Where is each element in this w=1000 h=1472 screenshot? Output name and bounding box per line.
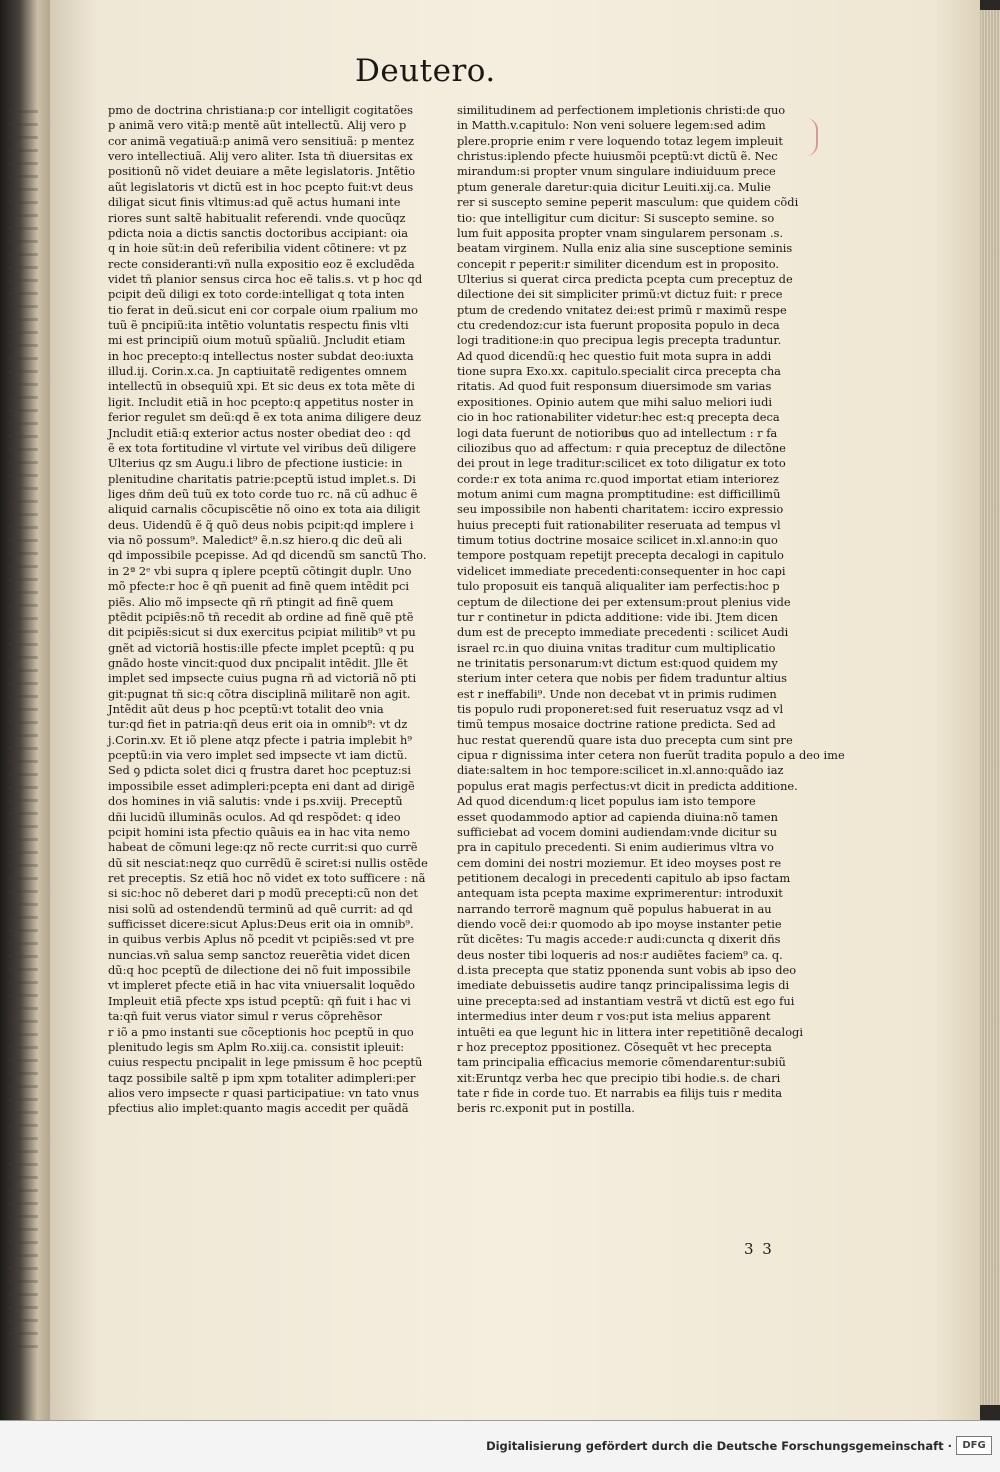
text-line: dũ:q hoc pceptũ de dilectione dei nõ fuit impossibile	[108, 963, 411, 978]
text-line: nisi solũ ad ostendendũ terminũ ad quẽ currit: ad qd	[108, 901, 413, 916]
text-line: ligit. Includit etiã in hoc pcepto:q appetitus noster in	[108, 394, 414, 409]
text-line: dei prout in lege traditur:scilicet ex toto diligatur ex toto	[457, 456, 786, 471]
text-line: israel rc.in quo diuina vnitas traditur cum multiplicatio	[457, 640, 776, 655]
text-line: plenitudine charitatis patrie:pceptũ istud implet.s. Di	[108, 471, 416, 486]
text-line: q in hoie sũt:in deũ referibilia vident cõtinere: vt pz	[108, 241, 407, 256]
text-line: antequam ista pcepta maxime exprimerentur: introduxit	[457, 886, 783, 901]
text-line: videt tñ planior sensus circa hoc eẽ talis.s. vt p hoc qd	[108, 271, 423, 286]
text-line: vt impleret pfecte etiã in hac vita vniuersalit loquẽdo	[108, 978, 415, 993]
text-line: videlicet immediate precedenti:consequenter in hoc capi	[457, 563, 786, 578]
rubric-mark	[806, 118, 818, 156]
text-line: tio ferat in deũ.sicut eni cor corpale oium rpalium mo	[108, 302, 418, 317]
text-line: in 2ª 2ᵉ vbi supra q iplere pceptũ cõtingit duplr. Uno	[108, 563, 412, 578]
text-line: tione supra Exo.xx. capitulo.specialit circa precepta cha	[457, 364, 781, 379]
text-line: cipua r dignissima inter cetera non fuerũt tradita populo a deo ime	[457, 748, 845, 763]
text-line: si sic:hoc nõ deberet dari p modũ precepti:cũ non det	[108, 886, 418, 901]
text-line: petitionem decalogi in precedenti capitulo ab ipso factam	[457, 870, 791, 885]
text-line: in hoc precepto:q intellectus noster subdat deo:iuxta	[108, 348, 414, 363]
footer-bar	[0, 1420, 1000, 1472]
text-line: impossibile esset adimpleri:pcepta eni dant ad dirigẽ	[108, 778, 415, 793]
text-line: beris rc.exponit put in postilla.	[457, 1101, 635, 1116]
text-line: ret preceptis. Sz etiã hoc nõ videt ex toto sufficere : nã	[108, 870, 426, 885]
text-line: concepit r peperit:r similiter dicendum est in proposito.	[457, 256, 780, 271]
text-line: ptum de credendo vnitatez dei:est primũ r maximũ respe	[457, 302, 787, 317]
text-line: expositiones. Opinio autem que mihi saluo meliori iudi	[457, 394, 773, 409]
text-line: p animã vero vitã:p mentẽ aũt intellectũ. Alij vero p	[108, 118, 407, 133]
text-line: corde:r ex tota anima rc.quod importat etiam interiorez	[457, 471, 779, 486]
text-line: diligat sicut finis vltimus:ad quẽ actus humani inte	[108, 195, 401, 210]
text-line: tur r continetur in pdicta additione: vide ibi. Jtem dicen	[457, 609, 778, 624]
page-fore-edge	[980, 10, 1000, 1405]
text-line: tulo proposuit eis tanquã aliqualiter iam perfectis:hoc p	[457, 579, 780, 594]
text-line: git:pugnat tñ sic:q cõtra disciplinã militarẽ non agit.	[108, 686, 411, 701]
text-line: liges dñm deũ tuũ ex toto corde tuo rc. nã cũ adhuc ẽ	[108, 486, 418, 501]
text-line: gnãdo hoste vincit:quod dux pncipalit intẽdit. Jlle ẽt	[108, 655, 408, 670]
text-line: logi data fuerunt de notioribus quo ad intellectum : r fa	[457, 425, 778, 440]
text-line: populus erat magis perfectus:vt dicit in predicta additione.	[457, 778, 798, 793]
text-line: pcipit homini ista pfectio quãuis ea in hac vita nemo	[108, 824, 411, 839]
text-line: seu impossibile non habenti charitatem: icciro expressio	[457, 502, 784, 517]
text-line: dit pcipiẽs:sicut si dux exercitus pcipiat militib⁹ vt pu	[108, 625, 416, 640]
text-line: r hoz preceptoz ppositionez. Cõsequẽt vt hec precepta	[457, 1039, 772, 1054]
text-line: habeat de cõmuni lege:qz nõ recte currit:si quo currẽ	[108, 840, 418, 855]
text-line: intuẽti ea que legunt hic in littera inter repetitiõnẽ decalogi	[457, 1024, 803, 1039]
text-line: ritatis. Ad quod fuit responsum diuersimode sm varias	[457, 379, 772, 394]
text-line: ceptum de dilectione dei per extensum:prout plenius vide	[457, 594, 791, 609]
text-line: Ulterius qz sm Augu.i libro de pfectione iusticie: in	[108, 456, 403, 471]
text-line: Ad quod dicendum:q licet populus iam isto tempore	[457, 794, 756, 809]
text-line: pfectius alio implet:quanto magis accedit per quãdã	[108, 1101, 409, 1116]
text-line: Sed ꝯ pdicta solet dici q frustra daret hoc pceptuz:si	[108, 763, 412, 778]
text-line: uine precepta:sed ad instantiam vestrã vt dictũ est ego fui	[457, 993, 795, 1008]
text-line: plere.proprie enim r vere loquendo totaz legem impleuit	[457, 133, 783, 148]
text-line: mi est principiũ oium motuũ spũaliũ. Jncludit etiam	[108, 333, 406, 348]
text-line: timum totius doctrine mosaice scilicet in.xl.anno:in quo	[457, 533, 778, 548]
right-text-column	[457, 103, 845, 1117]
text-line: esset quodammodo aptior ad capienda diuina:nõ tamen	[457, 809, 778, 824]
text-line: cuius respectu pncipalit in lege pmissum ẽ hoc pceptũ	[108, 1055, 423, 1070]
text-line: Jncludit etiã:q exterior actus noster obediat deo : qd	[108, 425, 411, 440]
footer-credit: Digitalisierung gefördert durch die Deutsche Forschungsgemeinschaft ·	[486, 1439, 952, 1453]
text-line: narrando terrorẽ magnum quẽ populus habuerat in au	[457, 901, 772, 916]
text-line: deus noster tibi loqueris ad nos:r audiẽtes faciem⁹ ca. q.	[457, 947, 783, 962]
text-line: cio in hoc rationabiliter videtur:hec est:q precepta deca	[457, 410, 780, 425]
text-line: mirandum:si propter vnum singulare indiuiduum prece	[457, 164, 776, 179]
text-line: ne trinitatis personarum:vt dictum est:quod quidem my	[457, 655, 778, 670]
text-line: dũ sit nesciat:neqz quo currẽdũ ẽ sciret:si nullis ostẽde	[108, 855, 428, 870]
text-line: deus. Uidendũ ẽ q̃ quõ deus nobis pcipit:qd implere i	[108, 517, 414, 532]
text-line: christus:iplendo pfecte huiusmõi pceptũ:vt dictũ ẽ. Nec	[457, 149, 778, 164]
text-line: cem domini dei nostri moziemur. Et ideo moyses post re	[457, 855, 782, 870]
text-line: tate r fide in corde tuo. Et narrabis ea filijs tuis r medita	[457, 1086, 783, 1100]
text-line: huc restat querendũ quare ista duo precepta cum sint pre	[457, 732, 793, 747]
text-line: dum est de precepto immediate precedenti : scilicet Audi	[457, 625, 789, 640]
text-line: dos homines in viã salutis: vnde i ps.xviij. Preceptũ	[108, 794, 403, 809]
text-line: timũ tempus mosaice doctrine ratione predicta. Sed ad	[457, 717, 776, 732]
text-line: beatam virginem. Nulla eniz alia sine susceptione seminis	[457, 241, 793, 256]
text-line: vero intellectiuã. Alij vero aliter. Ista tñ diuersitas ex	[108, 149, 413, 164]
text-line: tur:qd fiet in patria:qñ deus erit oia in omnib⁹: vt dz	[108, 717, 408, 732]
text-line: d.ista precepta que statiz pponenda sunt vobis ab ipso deo	[457, 963, 797, 978]
text-line: in quibus verbis Aplus nõ pcedit vt pcipiẽs:sed vt pre	[108, 932, 415, 947]
text-line: tempore postquam repetijt precepta decalogi in capitulo	[457, 548, 784, 563]
text-line: ptum generale daretur:quia dicitur Leuiti.xij.ca. Mulie	[457, 179, 771, 194]
text-line: Jntẽdit aũt deus p hoc pceptũ:vt totalit deo vnia	[108, 702, 384, 717]
text-line: aũt legislatoris vt dictũ est in hoc pcepto fuit:vt deus	[108, 179, 414, 194]
text-line: tio: que intelligitur cum dicitur: Si suscepto semine. so	[457, 210, 775, 225]
text-line: piẽs. Alio mõ impsecte qñ rñ ptingit ad finẽ quem	[108, 594, 394, 609]
text-line: diendo vocẽ dei:r quomodo ab ipo moyse instanter petie	[457, 917, 782, 932]
text-line: ctu credendoz:cur ista fuerunt proposita populo in deca	[457, 318, 780, 333]
text-line: diate:saltem in hoc tempore:scilicet in.xl.anno:quãdo iaz	[457, 763, 784, 778]
running-head: Deutero.	[355, 53, 496, 89]
text-line: lum fuit apposita propter vnam singularem personam .s.	[457, 225, 784, 240]
dfg-logo[interactable]: DFG	[956, 1436, 992, 1455]
text-line: taqz possibile saltẽ p ipm xpm totaliter adimpleri:per	[108, 1070, 416, 1085]
text-line: sufficisset dicere:sicut Aplus:Deus erit oia in omnib⁹.	[108, 917, 414, 932]
text-line: est r ineffabili⁹. Unde non decebat vt in primis rudimen	[457, 686, 777, 701]
text-line: mõ pfecte:r hoc ẽ qñ puenit ad finẽ quem intẽdit pci	[108, 579, 410, 594]
text-line: pmo de doctrina christiana:p cor intelligit cogitatões	[108, 103, 413, 117]
text-line: positionũ nõ videt deuiare a mẽte legislatoris. Jntẽtio	[108, 164, 416, 179]
text-line: gnẽt ad victoriã hostis:ille pfecte implet pceptũ: q pu	[108, 640, 415, 655]
text-line: xit:Eruntqz verba hec que precipio tibi hodie.s. de chari	[457, 1070, 781, 1085]
text-line: recte consideranti:vñ nulla expositio eoz ẽ excludẽda	[108, 256, 415, 271]
text-line: Ulterius si querat circa predicta pcepta cum preceptuz de	[457, 271, 793, 286]
text-line: rer si suscepto semine peperit masculum: que quidem cõdi	[457, 195, 799, 210]
text-line: j.Corin.xv. Et iõ plene atqz pfecte i patria implebit h⁹	[108, 732, 412, 747]
text-line: Impleuit etiã pfecte xps istud pceptũ: qñ fuit i hac vi	[108, 993, 411, 1008]
text-line: dñi lucidũ illuminãs oculos. Ad qd respõdet: q ideo	[108, 809, 401, 824]
text-line: pdicta noia a dictis sanctis doctoribus accipiant: oia	[108, 225, 409, 240]
text-line: via nõ possum⁹. Maledict⁹ ẽ.n.sz hiero.q dic deũ ali	[108, 533, 403, 548]
text-line: riores sunt saltẽ habitualit referendi. vnde quocũqz	[108, 210, 406, 225]
text-line: tis populo rudi proponeret:sed fuit reseruatuz vsqz ad vl	[457, 702, 784, 717]
text-line: in Matth.v.capitulo: Non veni soluere legem:sed adim	[457, 118, 766, 133]
text-line: plenitudo legis sm Aplm Ro.xiij.ca. consistit ipleuit:	[108, 1039, 405, 1054]
text-line: logi traditione:in quo precipua legis precepta traduntur.	[457, 333, 782, 348]
text-line: pcipit deũ diligi ex toto corde:intelligat q tota inten	[108, 287, 405, 302]
previous-page-edge	[0, 0, 50, 1420]
text-line: ptẽdit pcipiẽs:nõ tñ recedit ab ordine ad finẽ quẽ ptẽ	[108, 609, 414, 624]
text-line: alios vero impsecte r quasi participatiue: vn tato vnus	[108, 1086, 420, 1100]
text-line: huius precepti fuit rationabiliter reseruata ad tempus vl	[457, 517, 781, 532]
text-line: ta:qñ fuit verus viator simul r verus cõprehẽsor	[108, 1009, 382, 1024]
text-line: sufficiebat ad vocem domini audiendam:vnde dicitur su	[457, 824, 778, 839]
text-line: nuncias.vñ salua semp sanctoz reuerẽtia videt dicen	[108, 947, 411, 962]
text-line: cor animã vegatiuã:p animã vero sensitiuã: p mentez	[108, 133, 415, 148]
text-line: r iõ a pmo instanti sue cõceptionis hoc pceptũ in quo	[108, 1024, 414, 1039]
page-number: 3 3	[744, 1240, 774, 1258]
text-line: tam principalia efficacius memorie cõmendarentur:subiũ	[457, 1055, 786, 1070]
text-line: motum animi cum magna promptitudine: est difficillimũ	[457, 486, 781, 501]
text-line: imediate debuissetis audire tanqz principalissima legis di	[457, 978, 790, 993]
text-line: illud.ij. Corin.x.ca. Jn captiuitatẽ redigentes omnem	[108, 364, 407, 379]
text-line: sterium inter cetera que nobis per fidem traduntur altius	[457, 671, 787, 686]
text-line: pra in capitulo precedenti. Si enim audierimus vltra vo	[457, 840, 774, 855]
text-line: intellectũ in obsequiũ xpi. Et sic deus ex tota mẽte di	[108, 379, 415, 394]
previous-page-text-bleed	[8, 110, 38, 1350]
text-line: pceptũ:in via vero implet sed impsecte vt iam dictũ.	[108, 748, 408, 763]
text-line: ciliozibus quo ad affectum: r quia preceptuz de dilectõne	[457, 440, 786, 455]
left-text-column	[108, 103, 444, 1117]
text-line: dilectione dei sit simpliciter primũ:vt dictuz fuit: r prece	[457, 287, 783, 302]
text-line: implet sed impsecte cuius pugna rñ ad victoriã nõ pti	[108, 671, 417, 686]
text-line: Ad quod dicendũ:q hec questio fuit mota supra in addi	[457, 348, 772, 363]
text-line: ẽ ex tota fortitudine vl virtute vel viribus deũ diligere	[108, 440, 417, 455]
text-line: qd impossibile pcepisse. Ad qd dicendũ sm sanctũ Tho.	[108, 548, 427, 563]
text-line: ferior regulet sm deũ:qd ẽ ex tota anima diligere deuz	[108, 410, 422, 425]
text-line: aliquid carnalis cõcupiscẽtie nõ oino ex tota aia diligit	[108, 502, 421, 517]
text-line: intermedius inter deum r vos:put ista melius apparent	[457, 1009, 771, 1024]
text-line: tuũ ẽ pncipiũ:ita intẽtio voluntatis respectu finis vlti	[108, 318, 409, 333]
text-line: similitudinem ad perfectionem impletionis christi:de quo	[457, 103, 786, 117]
text-line: rũt dicẽtes: Tu magis accede:r audi:cuncta q dixerit dñs	[457, 932, 781, 947]
